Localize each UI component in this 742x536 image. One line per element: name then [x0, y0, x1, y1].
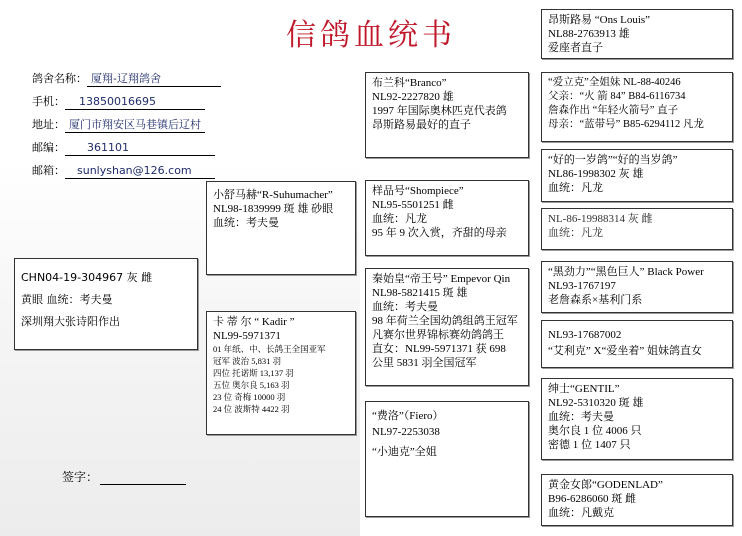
box-line: CHN04-19-304967 灰 雌 — [21, 271, 153, 284]
info-row-phone — [32, 93, 352, 116]
box-line: NL95-5501251 雌 — [372, 199, 454, 211]
pedigree-box-sds — [541, 149, 733, 202]
box-line: 冠军 波治 5,831 羽 — [213, 356, 282, 366]
pedigree-box-sire-sire — [365, 72, 529, 158]
box-line: 秦始皇“帝王号” Empevor Qin — [372, 273, 511, 285]
box-line: 23 位 奇梅 10000 羽 — [213, 392, 286, 402]
box-line: 血统：凡龙 — [372, 213, 427, 225]
signature-label: 签字： — [62, 470, 99, 484]
box-line: 血统：考夫曼 — [213, 217, 279, 229]
box-line: 卡 蒂 尔 “ Kadir ” — [213, 316, 295, 328]
info-label: 邮编： — [32, 141, 65, 154]
box-line: 直女：NL99-5971371 获 698 — [372, 343, 506, 355]
box-line: 五位 奥尔良 5,163 羽 — [213, 380, 290, 390]
box-line: 95 年 9 次入赏，齐甜的母亲 — [372, 227, 507, 239]
pedigree-box-sss — [541, 9, 733, 59]
pedigree-box-sire — [206, 181, 356, 275]
box-line: NL93-17687002 — [548, 329, 622, 341]
box-line: B96-6286060 斑 雌 — [548, 493, 636, 505]
box-line: 公里 5831 羽全国冠军 — [372, 357, 477, 369]
box-line: 昂斯路易 “Ons Louis” — [548, 14, 651, 26]
info-value-loft-name: 厦翔-辽翔鸽舍 — [87, 72, 221, 87]
pedigree-box-sdd — [541, 208, 733, 250]
box-line: 绅士“GENTIL” — [548, 383, 620, 395]
pedigree-box-dss — [541, 261, 733, 313]
pedigree-box-dam-dam — [365, 401, 529, 517]
box-line: NL99-5971371 — [213, 330, 281, 342]
pedigree-box-dam — [206, 311, 356, 435]
box-line: NL-86-19988314 灰 雌 — [548, 213, 653, 225]
box-line: 密德 1 位 1407 只 — [548, 439, 631, 451]
box-line: 血统：凡戴克 — [548, 507, 614, 519]
box-line: 01 年纸、中、长鸽王全国亚军 — [213, 344, 326, 354]
box-line: 黄金女郎“GODENLAD” — [548, 479, 663, 491]
info-label: 鸽舍名称： — [32, 72, 87, 85]
box-line: 血统：凡龙 — [548, 227, 603, 239]
box-line: 血统：考夫曼 — [372, 301, 438, 313]
box-line: NL88-2763913 雄 — [548, 28, 630, 40]
signature-field — [62, 468, 186, 485]
box-line: “黑劲力”“黑色巨人” Black Power — [548, 266, 704, 278]
box-line: 深圳翔大张诗阳作出 — [21, 315, 120, 328]
box-line: NL98-5821415 斑 雄 — [372, 287, 468, 299]
info-value-email: sunlyshan@126.com — [65, 164, 215, 179]
pedigree-box-dds — [541, 378, 733, 460]
box-line: “爱立克”全姐妹 NL-88-40246 — [548, 77, 681, 88]
info-label: 地址： — [32, 118, 65, 131]
box-line: 詹森作出 “年轻火箭号” 直子 — [548, 105, 679, 116]
info-row-address — [32, 116, 352, 139]
pedigree-box-sire-dam — [365, 180, 529, 256]
box-line: NL86-1998302 灰 雄 — [548, 168, 644, 180]
pedigree-box-subject — [14, 258, 198, 350]
box-line: NL92-2227820 雄 — [372, 91, 454, 103]
box-line: 母亲：“蓝带号” B85-6294112 凡龙 — [548, 119, 704, 130]
pedigree-box-dam-sire — [365, 268, 529, 386]
info-label: 邮箱： — [32, 164, 65, 177]
box-line: 24 位 波斯特 4422 羽 — [213, 404, 290, 414]
box-line: 黄眼 血统：考夫曼 — [21, 293, 113, 306]
loft-info-block — [32, 70, 352, 185]
box-line: 四位 托诺斯 13,137 羽 — [213, 368, 294, 378]
info-row-postcode — [32, 139, 352, 162]
box-line: 1997 年国际奥林匹克代表鸽 — [372, 105, 507, 117]
box-line: 小舒马赫“R-Suhumacher” — [213, 189, 333, 201]
box-line: NL93-1767197 — [548, 280, 616, 292]
pedigree-box-ddd — [541, 474, 733, 526]
signature-line — [100, 474, 186, 485]
box-line: “艾利克” X“爱坐着” 姐妹鸽直女 — [548, 345, 702, 357]
pedigree-box-dsd — [541, 320, 733, 368]
info-value-address: 厦门市翔安区马巷镇后辽村 — [65, 118, 205, 133]
box-line: 样品号“Shompiece” — [372, 185, 464, 197]
info-value-postcode: 361101 — [65, 141, 215, 156]
box-line: 昂斯路易最好的直子 — [372, 119, 471, 131]
pedigree-box-ssd — [541, 72, 733, 142]
box-line: NL98-1839999 斑 雄 砂眼 — [213, 203, 334, 215]
box-line: 布兰科“Branco” — [372, 77, 447, 89]
box-line: 奥尔良 1 位 4006 只 — [548, 425, 642, 437]
box-line: “小迪克”全姐 — [372, 446, 437, 458]
box-line: NL92-5310320 斑 雄 — [548, 397, 644, 409]
box-line: 血统：考夫曼 — [548, 411, 614, 423]
box-line: 老詹森系×基利门系 — [548, 294, 643, 306]
info-row-loft-name — [32, 70, 352, 93]
info-value-phone: 13850016695 — [65, 95, 205, 110]
page-title: 信鸽血统书 — [286, 18, 456, 53]
box-line: 血统：凡龙 — [548, 182, 603, 194]
box-line: 爱座者直子 — [548, 42, 603, 54]
box-line: “好的一岁鸽”“好的当岁鸽” — [548, 154, 678, 166]
info-label: 手机： — [32, 95, 65, 108]
box-line: 父亲：“火 箭 84” B84-6116734 — [548, 91, 686, 102]
box-line: NL97-2253038 — [372, 426, 440, 438]
box-line: “费洛”（Fiero） — [372, 410, 444, 422]
box-line: 98 年荷兰全国幼鸽组鸽王冠军 — [372, 315, 518, 327]
box-line: 凡赛尔世界锦标赛幼鸽鸽王 — [372, 329, 504, 341]
